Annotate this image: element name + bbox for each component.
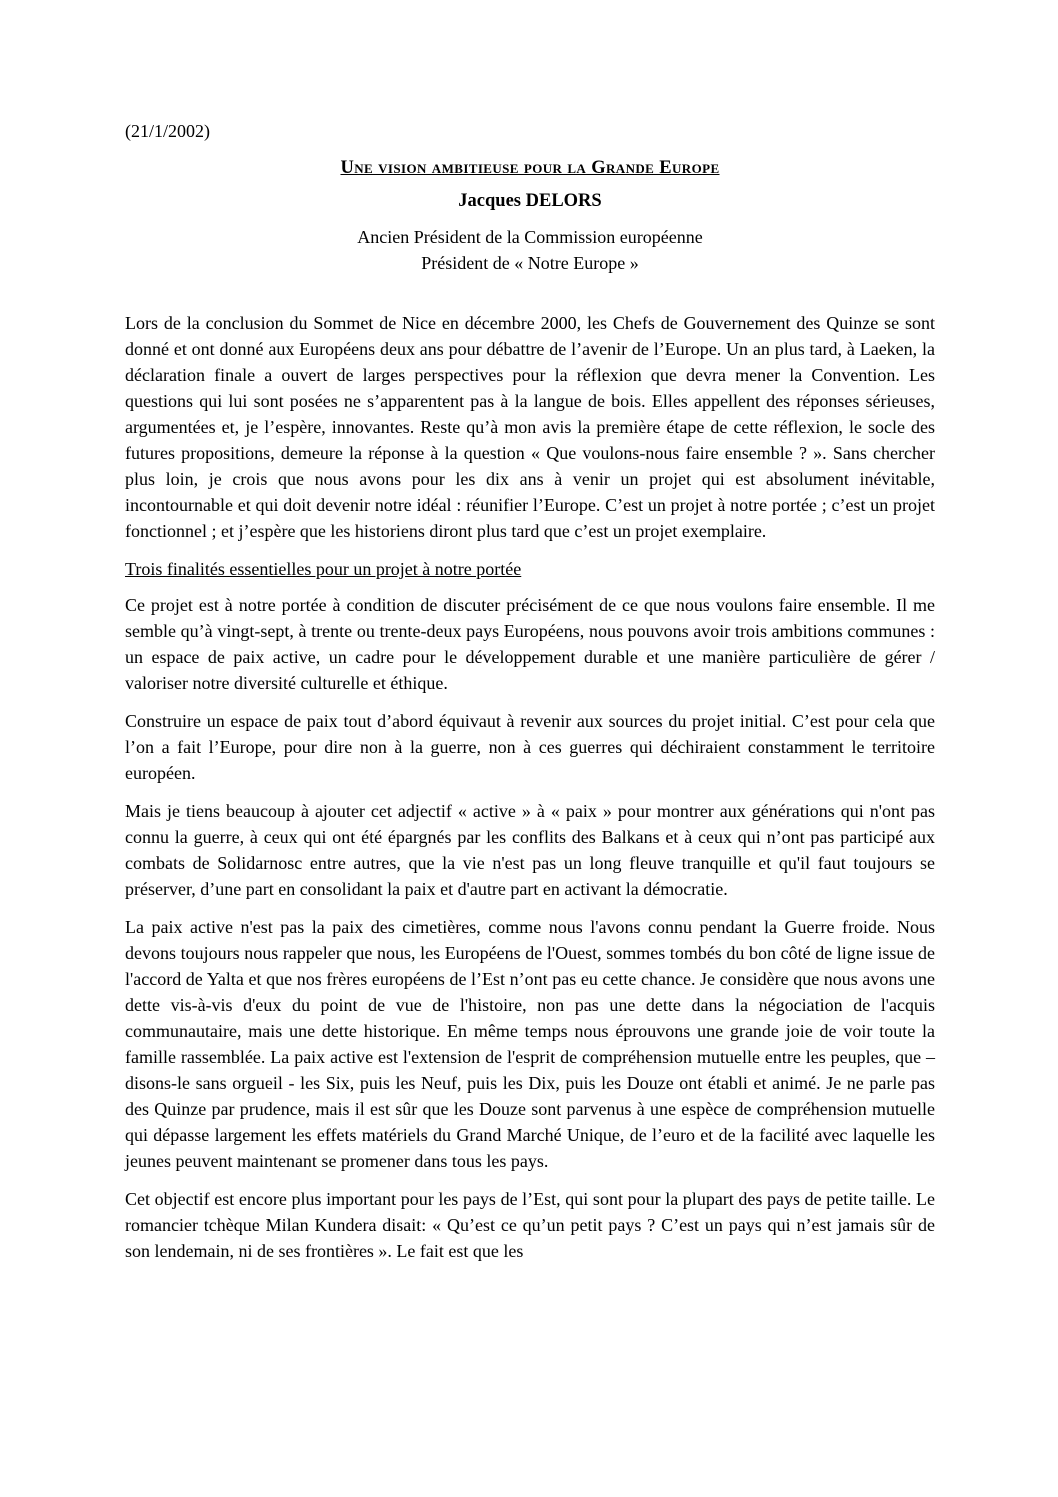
section-heading: Trois finalités essentielles pour un projet à notre portée xyxy=(125,559,522,579)
intro-paragraph: Lors de la conclusion du Sommet de Nice en décembre 2000, les Chefs de Gouvernement des Quinze se sont donné et ont donné aux Européens deux ans pour débattre de l’avenir de l’Europe. Un an plus tard, à Laeken, la déclaration finale a ouvert de larges perspectives pour la réflexion que devra mener la Convention. Les questions qui lui sont posées ne s’apparentent pas à la langue de bois. Elles appellent des réponses sérieuses, argumentées et, je l’espère, innovantes. Reste qu’à mon avis la première étape de cette réflexion, le socle des futures propositions, demeure la réponse à la question « Que voulons-nous faire ensemble ? ». Sans chercher plus loin, je crois que nous avons pour les dix ans à venir un projet qui est absolument inévitable, incontournable et qui doit devenir notre idéal : réunifier l’Europe. C’est un projet à notre portée ; c’est un projet fonctionnel ; et j’espère que les historiens diront plus tard que c’est un projet exemplaire. xyxy=(125,313,935,541)
author-affiliation-2: Président de « Notre Europe » xyxy=(421,253,639,273)
document-body xyxy=(125,310,935,1264)
author-name: Jacques DELORS xyxy=(458,191,602,211)
document-date: (21/1/2002) xyxy=(125,121,210,141)
body-paragraph: Construire un espace de paix tout d’abord équivaut à revenir aux sources du projet initial. C’est pour cela que l’on a fait l’Europe, pour dire non à la guerre, non à ces guerres qui déchiraient constamment le territoire européen. xyxy=(125,711,935,783)
body-paragraph: Cet objectif est encore plus important pour les pays de l’Est, qui sont pour la plupart des pays de petite taille. Le romancier tchèque Milan Kundera disait: « Qu’est ce qu’un petit pays ? C’est un pays qui n’est jamais sûr de son lendemain, ni de ses frontières ». Le fait est que les xyxy=(125,1189,935,1261)
document-title: Une vision ambitieuse pour la Grande Europe xyxy=(340,158,720,178)
body-paragraph: La paix active n'est pas la paix des cimetières, comme nous l'avons connu pendant la Guerre froide. Nous devons toujours nous rappeler que nous, les Européens de l'Ouest, sommes tombés du bon côté de ligne issue de l'accord de Yalta et que nos frères européens de l’Est n’ont pas eu cette chance. Je considère que nous avons une dette vis-à-vis d'eux du point de vue de l'histoire, non pas une dette dans la négociation de l'acquis communautaire, mais une dette historique. En même temps nous éprouvons une grande joie de voir toute la famille rassemblée. La paix active est l'extension de l'esprit de compréhension mutuelle entre les peuples, que – disons-le sans orgueil - les Six, puis les Neuf, puis les Dix, puis les Douze ont établi et animé. Je ne parle pas des Quinze par prudence, mais il est sûr que les Douze sont parvenus à une espèce de compréhension mutuelle qui dépasse largement les effets matériels du Grand Marché Unique, de l’euro et de la facilité avec laquelle les jeunes peuvent maintenant se promener dans tous les pays. xyxy=(125,917,935,1171)
author-affiliation-1: Ancien Président de la Commission européenne xyxy=(357,227,703,247)
body-paragraph: Ce projet est à notre portée à condition de discuter précisément de ce que nous voulons faire ensemble. Il me semble qu’à vingt-sept, à trente ou trente-deux pays Européens, nous pouvons avoir trois ambitions communes : un espace de paix active, un cadre pour le développement durable et une manière particulière de gérer / valoriser notre diversité culturelle et éthique. xyxy=(125,595,935,693)
body-paragraph: Mais je tiens beaucoup à ajouter cet adjectif « active » à « paix » pour montrer aux générations qui n'ont pas connu la guerre, à ceux qui ont été épargnés par les conflits des Balkans et à ceux qui n’ont pas participé aux combats de Solidarnosc entre autres, que la vie n'est pas un long fleuve tranquille et qu'il faut toujours se préserver, d’une part en consolidant la paix et d'autre part en activant la démocratie. xyxy=(125,801,935,899)
